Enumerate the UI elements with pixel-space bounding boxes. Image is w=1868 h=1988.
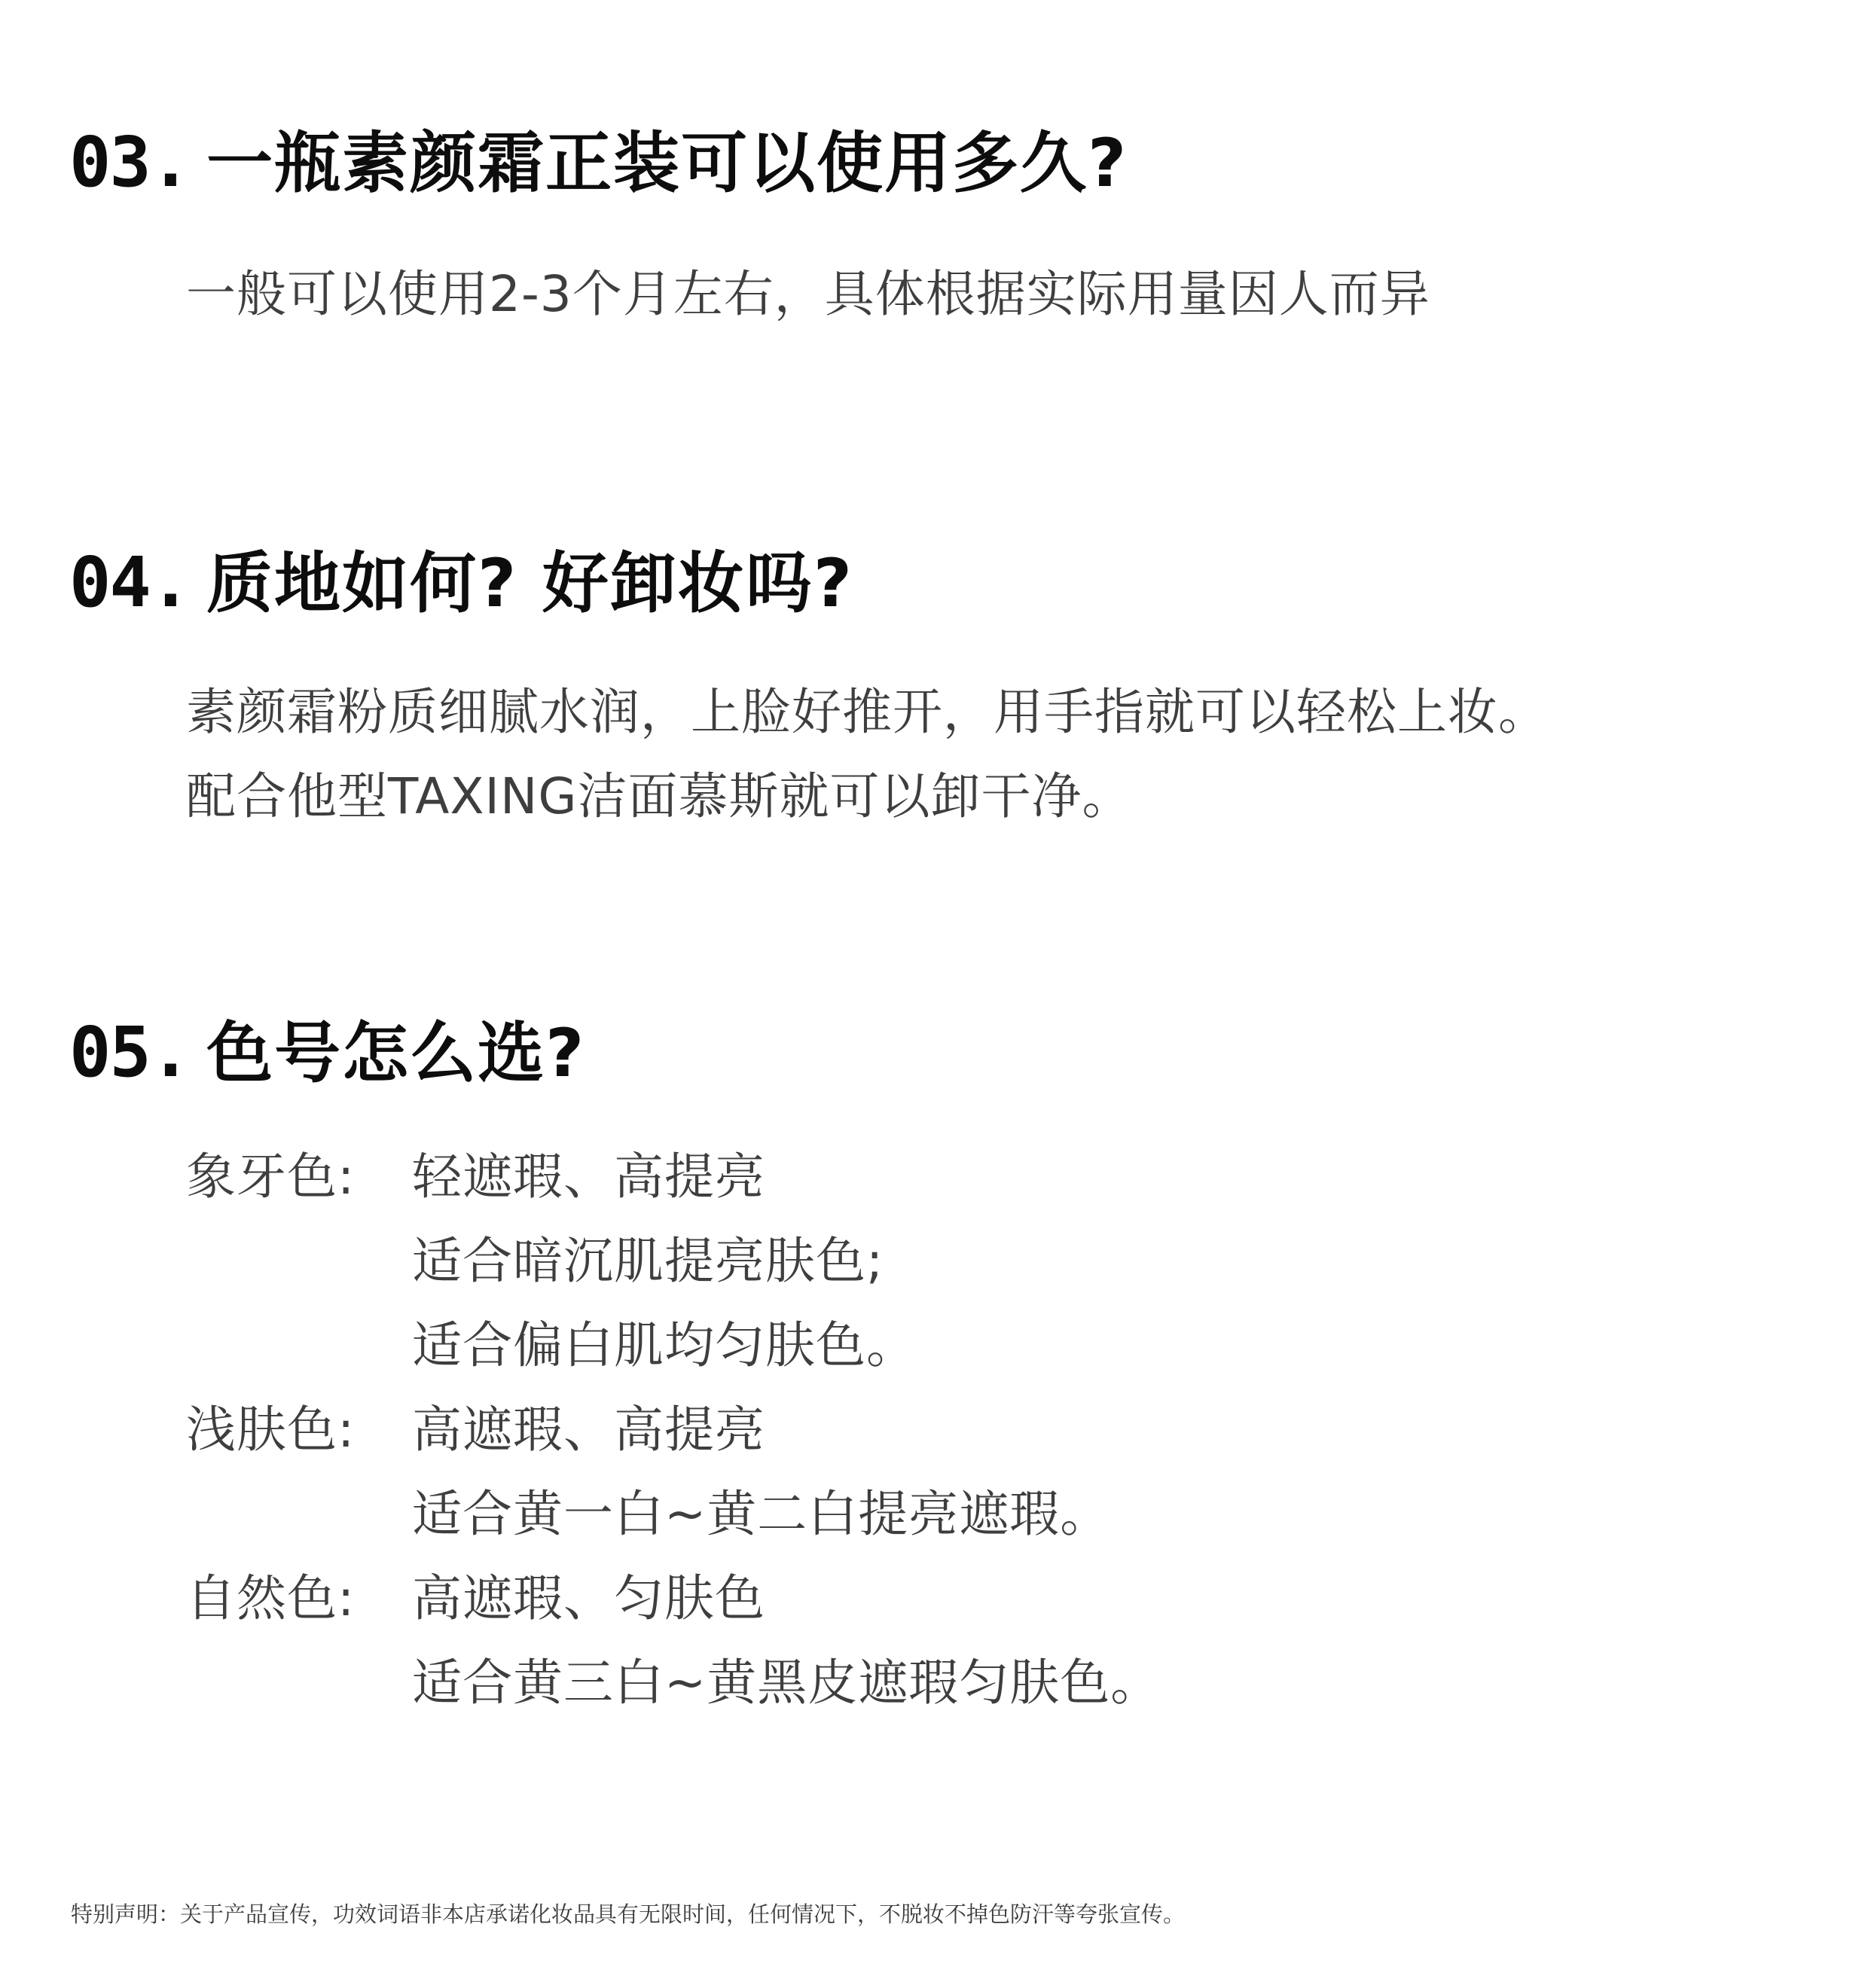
faq-question-heading (69, 542, 853, 623)
disclaimer-text: 特别声明：关于产品宣传，功效词语非本店承诺化妆品具有无限时间，任何情况下，不脱妆不掉色防汗等夸张宣传。 (71, 1901, 1186, 1927)
shade-description: 轻遮瑕、高提亮 (412, 1148, 765, 1206)
question-title: 质地如何? 好卸妆吗? (206, 544, 853, 622)
shade-description: 适合暗沉肌提亮肤色; (412, 1232, 884, 1290)
shade-description: 高遮瑕、高提亮 (412, 1401, 765, 1459)
shade-description: 适合黄三白~黄黑皮遮瑕匀肤色。 (412, 1654, 1161, 1712)
answer-text (186, 252, 1430, 337)
answer-line: 素颜霜粉质细腻水润，上脸好推开，用手指就可以轻松上妆。 (186, 683, 1549, 741)
shade-description: 适合黄一白~黄二白提亮遮瑕。 (412, 1485, 1111, 1543)
answer-text (186, 670, 1549, 839)
question-number: 05. (69, 1012, 191, 1093)
question-title: 色号怎么选? (206, 1014, 586, 1092)
answer-line: 配合他型TAXING洁面慕斯就可以卸干净。 (186, 767, 1133, 825)
shade-label: 自然色: (186, 1569, 356, 1627)
shade-label: 象牙色: (186, 1148, 356, 1206)
faq-question-heading (69, 122, 1128, 203)
shade-description: 适合偏白肌均匀肤色。 (412, 1316, 917, 1374)
question-number: 04. (69, 542, 191, 623)
answer-line: 一般可以使用2-3个月左右，具体根据实际用量因人而异 (186, 265, 1430, 323)
faq-question-heading (69, 1012, 586, 1093)
shade-label: 浅肤色: (186, 1401, 356, 1459)
shade-description: 高遮瑕、匀肤色 (412, 1569, 765, 1627)
question-title: 一瓶素颜霜正装可以使用多久? (206, 124, 1128, 202)
question-number: 03. (69, 122, 191, 203)
